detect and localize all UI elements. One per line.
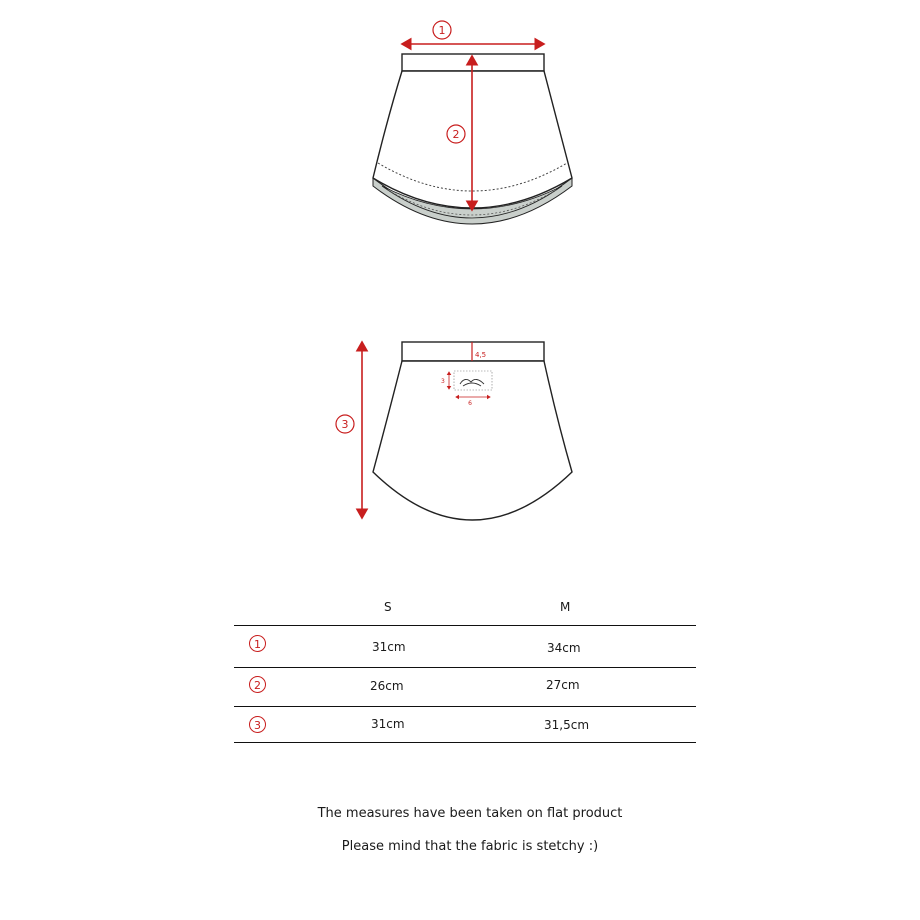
back-view-skirt	[373, 342, 572, 520]
table-row	[234, 626, 696, 664]
cell-m: 34cm	[547, 641, 581, 655]
back-body	[373, 361, 572, 520]
row-marker-2: 2	[249, 676, 266, 693]
front-waistband	[402, 54, 544, 71]
marker-circle-2	[447, 125, 465, 143]
logo-width-label: 6	[468, 400, 472, 407]
row-marker-3: 3	[249, 716, 266, 733]
cell-s: 26cm	[370, 679, 404, 693]
marker-3-label: 3	[341, 418, 349, 431]
cell-m: 27cm	[546, 678, 580, 692]
marker-circle-1	[433, 21, 451, 39]
cell-m: 31,5cm	[544, 718, 590, 732]
cell-s: 31cm	[372, 640, 406, 654]
table-divider	[234, 742, 696, 743]
row-marker-1: 1	[249, 635, 266, 652]
cell-s: 31cm	[371, 717, 405, 731]
table-row	[234, 668, 696, 706]
logo-height-label: 3	[441, 378, 445, 385]
waist-gap-label: 4,5	[475, 351, 487, 359]
marker-2-label: 2	[452, 128, 460, 141]
note-stretchy-fabric: Please mind that the fabric is stetchy :)	[341, 839, 599, 854]
marker-circle-3	[336, 415, 354, 433]
header-size-s: S	[384, 600, 392, 614]
header-size-m: M	[560, 600, 571, 614]
marker-1-label: 1	[438, 24, 446, 37]
back-waistband	[402, 342, 544, 361]
note-flat-product: The measures have been taken on flat product	[317, 806, 623, 821]
table-row	[234, 707, 696, 745]
